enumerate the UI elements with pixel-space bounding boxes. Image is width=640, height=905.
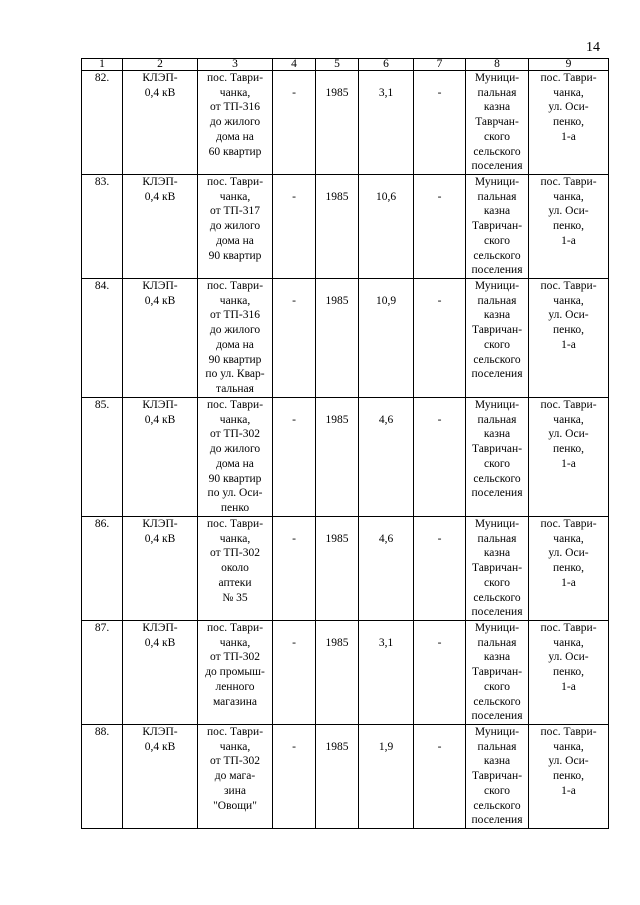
column-4-value: - [273,279,316,398]
line-location: пос. Таври- чанка, от ТП-316 до жилого дома на 60 квартир [198,71,273,175]
line-location: пос. Таври- чанка, от ТП-317 до жилого дома на 90 квартир [198,175,273,279]
column-4-value: - [273,517,316,621]
line-length: 3,1 [359,621,414,725]
line-type: КЛЭП- 0,4 кВ [123,517,198,621]
row-number: 82. [82,71,123,175]
line-location: пос. Таври- чанка, от ТП-302 до мага- зина "Овощи" [198,725,273,829]
line-location: пос. Таври- чанка, от ТП-302 до промыш- ленного магазина [198,621,273,725]
commission-year: 1985 [316,725,359,829]
line-length: 10,6 [359,175,414,279]
line-location: пос. Таври- чанка, от ТП-302 около аптеки № 35 [198,517,273,621]
column-header: 6 [359,59,414,71]
owner: Муници- пальная казна Тавричан- ского сельского поселения [466,517,529,621]
column-header-row [82,59,609,71]
owner-address: пос. Таври- чанка, ул. Оси- пенко, 1-а [529,621,609,725]
column-4-value: - [273,175,316,279]
column-header: 8 [466,59,529,71]
line-type: КЛЭП- 0,4 кВ [123,279,198,398]
line-type: КЛЭП- 0,4 кВ [123,175,198,279]
column-header: 3 [198,59,273,71]
owner-address: пос. Таври- чанка, ул. Оси- пенко, 1-а [529,398,609,517]
line-length: 4,6 [359,398,414,517]
owner: Муници- пальная казна Тавричан- ского сельского поселения [466,398,529,517]
line-type: КЛЭП- 0,4 кВ [123,621,198,725]
line-type: КЛЭП- 0,4 кВ [123,398,198,517]
column-header: 2 [123,59,198,71]
owner-address: пос. Таври- чанка, ул. Оси- пенко, 1-а [529,175,609,279]
commission-year: 1985 [316,279,359,398]
row-number: 84. [82,279,123,398]
owner: Муници- пальная казна Таврчан- ского сельского поселения [466,71,529,175]
row-number: 88. [82,725,123,829]
owner-address: пос. Таври- чанка, ул. Оси- пенко, 1-а [529,517,609,621]
registry-table-body [82,59,609,829]
column-header: 9 [529,59,609,71]
owner-address: пос. Таври- чанка, ул. Оси- пенко, 1-а [529,71,609,175]
column-header: 7 [414,59,466,71]
commission-year: 1985 [316,517,359,621]
table-row [82,279,609,398]
line-length: 4,6 [359,517,414,621]
owner-address: пос. Таври- чанка, ул. Оси- пенко, 1-а [529,725,609,829]
commission-year: 1985 [316,175,359,279]
table-row [82,398,609,517]
registry-table [81,58,609,829]
owner: Муници- пальная казна Тавричан- ского сельского поселения [466,725,529,829]
owner: Муници- пальная казна Тавричан- ского сельского поселения [466,621,529,725]
table-row [82,621,609,725]
owner: Муници- пальная казна Тавричан- ского сельского поселения [466,175,529,279]
column-header: 4 [273,59,316,71]
column-7-value: - [414,517,466,621]
line-type: КЛЭП- 0,4 кВ [123,71,198,175]
line-length: 3,1 [359,71,414,175]
line-length: 1,9 [359,725,414,829]
row-number: 83. [82,175,123,279]
commission-year: 1985 [316,71,359,175]
column-7-value: - [414,725,466,829]
column-4-value: - [273,621,316,725]
row-number: 86. [82,517,123,621]
column-7-value: - [414,175,466,279]
table-row [82,71,609,175]
table-row [82,517,609,621]
line-location: пос. Таври- чанка, от ТП-316 до жилого дома на 90 квартир по ул. Квар- тальная [198,279,273,398]
owner-address: пос. Таври- чанка, ул. Оси- пенко, 1-а [529,279,609,398]
column-header: 5 [316,59,359,71]
table-row [82,175,609,279]
column-7-value: - [414,71,466,175]
column-4-value: - [273,398,316,517]
row-number: 87. [82,621,123,725]
column-header: 1 [82,59,123,71]
line-length: 10,9 [359,279,414,398]
row-number: 85. [82,398,123,517]
column-4-value: - [273,725,316,829]
column-7-value: - [414,621,466,725]
commission-year: 1985 [316,621,359,725]
column-7-value: - [414,398,466,517]
page-number: 14 [586,40,600,55]
line-type: КЛЭП- 0,4 кВ [123,725,198,829]
commission-year: 1985 [316,398,359,517]
column-4-value: - [273,71,316,175]
owner: Муници- пальная казна Тавричан- ского сельского поселения [466,279,529,398]
column-7-value: - [414,279,466,398]
table-row [82,725,609,829]
line-location: пос. Таври- чанка, от ТП-302 до жилого дома на 90 квартир по ул. Оси- пенко [198,398,273,517]
